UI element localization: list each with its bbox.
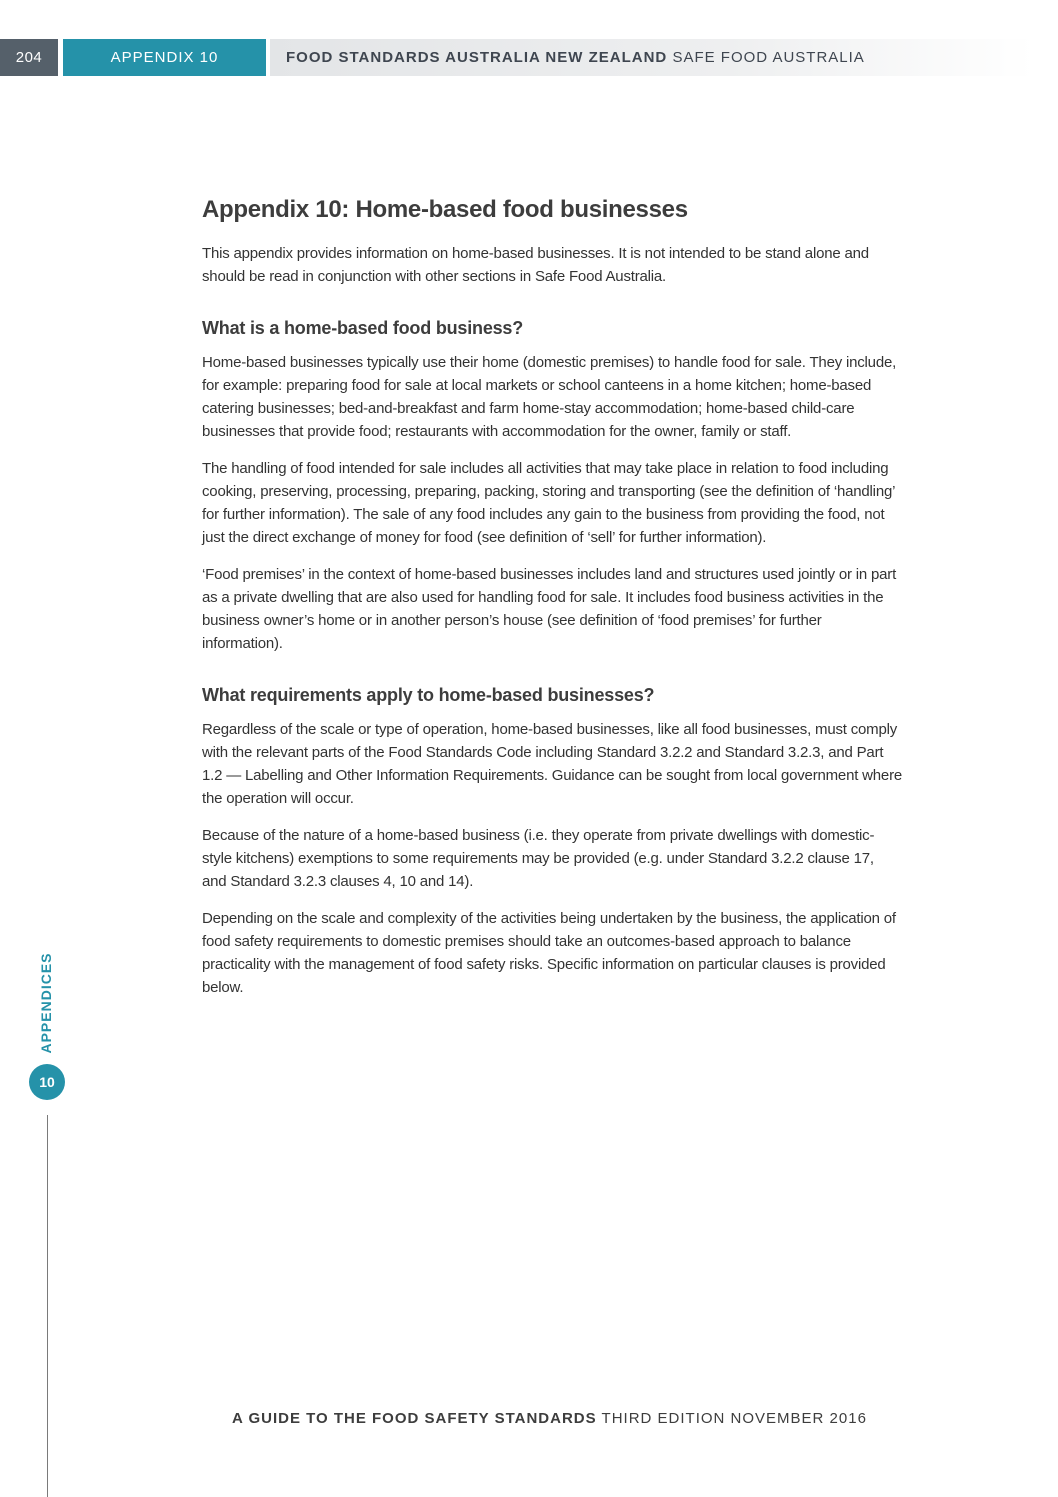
footer-title-light: THIRD EDITION NOVEMBER 2016 <box>601 1410 867 1427</box>
publication-title-light: SAFE FOOD AUSTRALIA <box>672 49 865 66</box>
paragraph: Regardless of the scale or type of operation, home-based businesses, like all food businesses, must comply with the relevant parts of the Food Standards Code including Standard 3.2.2 and Standard 3.2.3, and Part 1.2 — Labelling and Other Information Requirements. Guidance can be sought from local government where the operation will occur. <box>202 721 903 807</box>
footer-title-bold: A GUIDE TO THE FOOD SAFETY STANDARDS <box>232 1410 597 1427</box>
side-tab-badge: 10 <box>29 1064 65 1100</box>
paragraph: ‘Food premises’ in the context of home-based businesses includes land and structures used jointly or in part as a private dwelling that are also used for handling food for sale. It includes food business activities in the business owner’s home or in another person’s house (see definition of ‘food premises’ for further information). <box>202 566 897 652</box>
page-footer <box>232 1410 912 1427</box>
side-tab-text: APPENDICES <box>38 952 54 1054</box>
publication-title <box>270 39 1034 76</box>
page-title: Appendix 10: Home-based food businesses <box>202 196 688 223</box>
side-tab-label <box>26 948 66 1058</box>
paragraph: Home-based businesses typically use their home (domestic premises) to handle food for sale. They include, for example: preparing food for sale at local markets or school canteens in a home kitchen; home-based catering businesses; bed-and-breakfast and farm home-stay accommodation; home-based child-care businesses that provide food; restaurants with accommodation for the owner, family or staff. <box>202 354 897 440</box>
section-label: APPENDIX 10 <box>63 39 266 76</box>
page-number: 204 <box>0 39 58 76</box>
intro-paragraph: This appendix provides information on home-based businesses. It is not intended to be stand alone and should be read in conjunction with other sections in Safe Food Australia. <box>202 245 869 285</box>
side-divider-line <box>47 1115 48 1497</box>
section-heading-what-is: What is a home-based food business? <box>202 318 524 338</box>
publication-title-bold: FOOD STANDARDS AUSTRALIA NEW ZEALAND <box>286 49 668 66</box>
paragraph: Because of the nature of a home-based business (i.e. they operate from private dwellings with domestic-style kitchens) exemptions to some requirements may be provided (e.g. under Standard 3.2.2 clause 17, and Standard 3.2.3 clauses 4, 10 and 14). <box>202 827 875 890</box>
main-content <box>202 196 902 1013</box>
section-heading-requirements: What requirements apply to home-based businesses? <box>202 685 655 705</box>
paragraph: The handling of food intended for sale includes all activities that may take place in relation to food including cooking, preserving, processing, preparing, packing, storing and transporting (see the definition of ‘handling’ for further information). The sale of any food includes any gain to the business from providing the food, not just the direct exchange of money for food (see definition of ‘sell’ for further information). <box>202 460 895 546</box>
page-header <box>0 39 1034 76</box>
paragraph: Depending on the scale and complexity of the activities being undertaken by the business, the application of food safety requirements to domestic premises should take an outcomes-based approach to balance practicality with the management of food safety risks. Specific information on particular clauses is provided below. <box>202 910 896 996</box>
